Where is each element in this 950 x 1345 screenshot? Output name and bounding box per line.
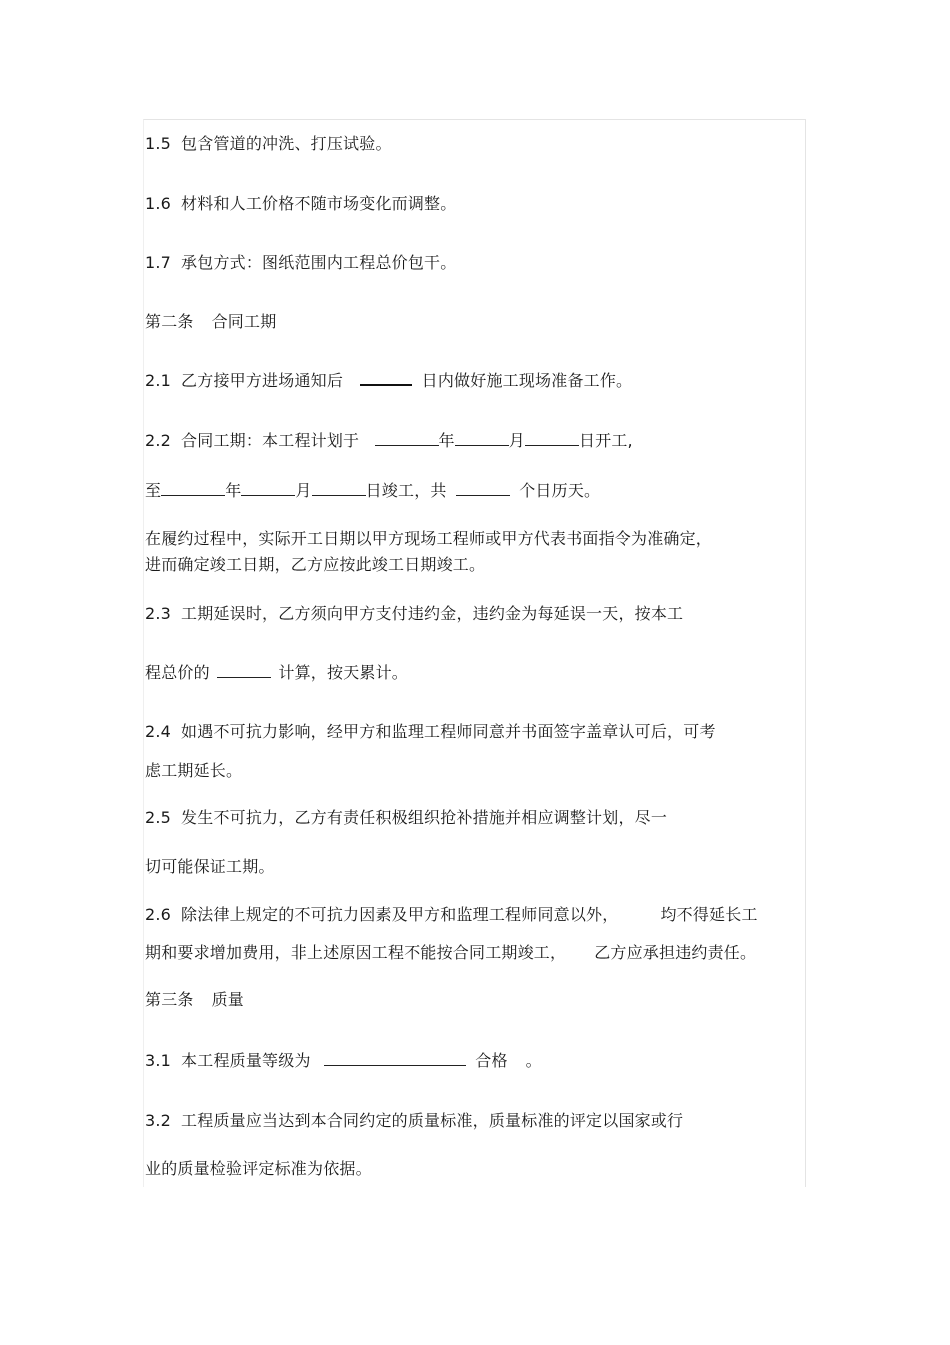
start-month-field[interactable] (455, 431, 509, 446)
end-day-field[interactable] (312, 481, 366, 496)
paragraph-line-1: 在履约过程中，实际开工日期以甲方现场工程师或甲方代表书面指令为准确定， (145, 529, 713, 548)
clause-2-3: 2.3 工期延误时，乙方须向甲方支付违约金，违约金为每延误一天，按本工 (145, 604, 684, 623)
end-month-field[interactable] (241, 481, 295, 496)
clause-2-1: 2.1 乙方接甲方进场通知后 日内做好施工现场准备工作。 (145, 371, 633, 390)
clause-2-6-cont: 期和要求增加费用，非上述原因工程不能按合同工期竣工， 乙方应承担违约责任。 (145, 943, 757, 962)
clause-1-7: 1.7 承包方式：图纸范围内工程总价包干。 (145, 253, 457, 272)
page-frame (143, 119, 806, 1187)
clause-3-2-cont: 业的质量检验评定标准为依据。 (145, 1159, 372, 1178)
start-day-field[interactable] (525, 431, 579, 446)
paragraph-line-2: 进而确定竣工日期，乙方应按此竣工日期竣工。 (145, 555, 486, 574)
clause-2-5: 2.5 发生不可抗力，乙方有责任积极组织抢补措施并相应调整计划，尽一 (145, 808, 668, 827)
clause-2-5-cont: 切可能保证工期。 (145, 857, 275, 876)
total-days-field[interactable] (456, 481, 510, 496)
clause-2-4: 2.4 如遇不可抗力影响，经甲方和监理工程师同意并书面签字盖章认可后，可考 (145, 722, 716, 741)
clause-2-2: 2.2 合同工期：本工程计划于 年 月 日开工, (145, 431, 633, 450)
start-year-field[interactable] (375, 431, 439, 446)
end-year-field[interactable] (161, 481, 225, 496)
clause-1-6: 1.6 材料和人工价格不随市场变化而调整。 (145, 194, 457, 213)
penalty-rate-field[interactable] (217, 663, 271, 678)
article-2-heading: 第二条 合同工期 (145, 312, 277, 331)
clause-1-5: 1.5 包含管道的冲洗、打压试验。 (145, 134, 392, 153)
clause-2-4-cont: 虑工期延长。 (145, 761, 243, 780)
clause-3-1: 3.1 本工程质量等级为 合格 。 (145, 1051, 542, 1070)
clause-3-2: 3.2 工程质量应当达到本合同约定的质量标准，质量标准的评定以国家或行 (145, 1111, 684, 1130)
blank-days-field[interactable] (360, 370, 412, 386)
clause-2-3-cont: 程总价的 计算，按天累计。 (145, 663, 409, 682)
quality-level-field[interactable] (324, 1051, 466, 1066)
article-3-heading: 第三条 质量 (145, 990, 245, 1009)
clause-2-6: 2.6 除法律上规定的不可抗力因素及甲方和监理工程师同意以外， 均不得延长工 (145, 905, 758, 924)
clause-2-2-end: 至 年 月 日竣工，共 个日历天。 (145, 481, 601, 500)
